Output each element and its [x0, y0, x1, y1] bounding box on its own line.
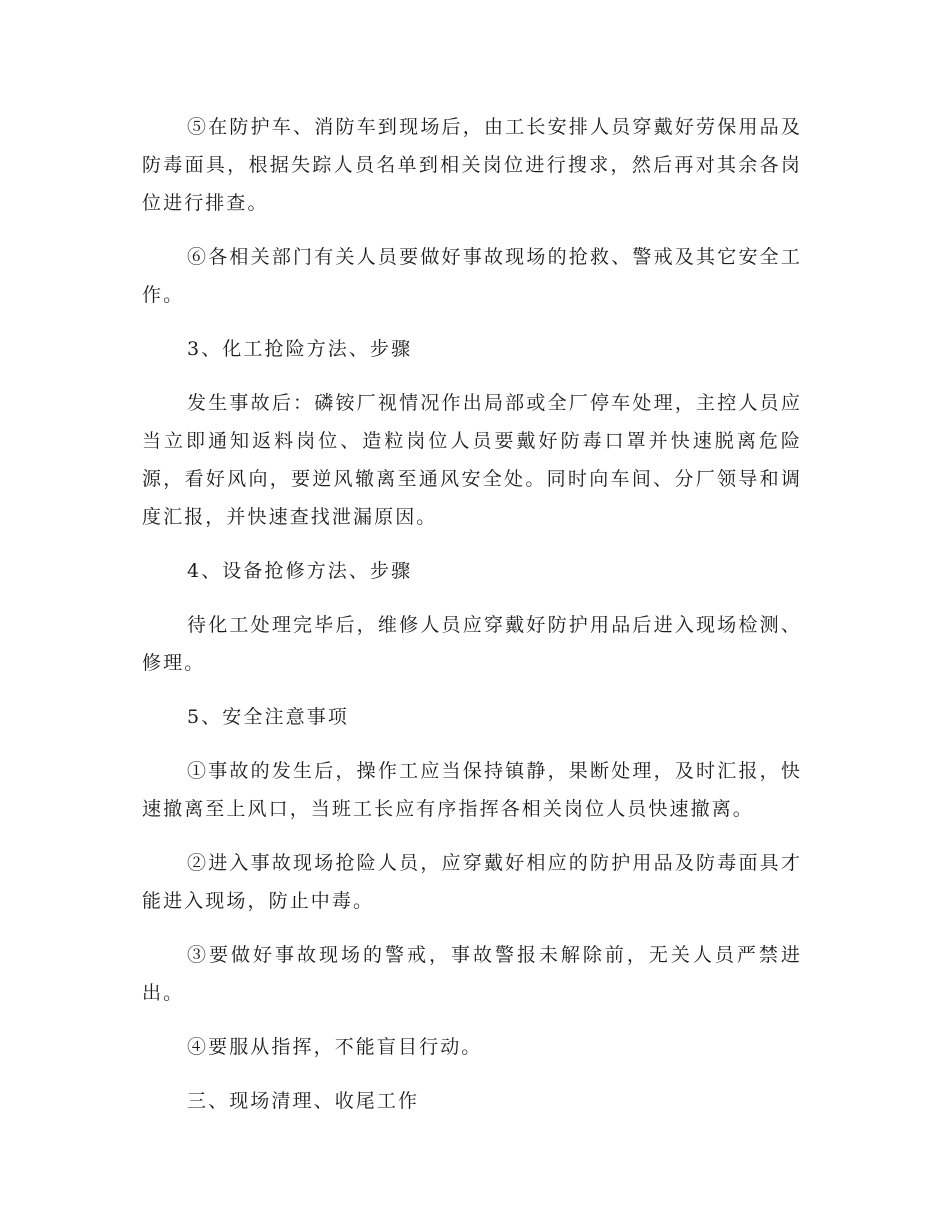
paragraph-safety-note-2: ②进入事故现场抢险人员，应穿戴好相应的防护用品及防毒面具才能进入现场，防止中毒。	[142, 852, 802, 912]
paragraph-repair-steps: 待化工处理完毕后，维修人员应穿戴好防护用品后进入现场检测、修理。	[142, 614, 802, 674]
section-heading-site-cleanup: 三、现场清理、收尾工作	[187, 1090, 420, 1112]
paragraph-item-5-search: ⑤在防护车、消防车到现场后，由工长安排人员穿戴好劳保用品及防毒面具，根据失踪人员名单到相关岗位进行搜求，然后再对其余各岗位进行排查。	[142, 116, 802, 214]
paragraph-item-6-rescue: ⑥各相关部门有关人员要做好事故现场的抢救、警戒及其它安全工作。	[142, 246, 802, 306]
section-heading-safety-notes: 5、安全注意事项	[187, 706, 349, 728]
paragraph-safety-note-3: ③要做好事故现场的警戒，事故警报未解除前，无关人员严禁进出。	[142, 944, 802, 1004]
paragraph-after-accident: 发生事故后：磷铵厂视情况作出局部或全厂停车处理，主控人员应当立即通知返料岗位、造粒岗位人员要戴好防毒口罩并快速脱离危险源，看好风向，要逆风辙离至通风安全处。同时向车间、分厂领导和调度汇报，并快速查找泄漏原因。	[142, 392, 802, 528]
paragraph-safety-note-4: ④要服从指挥，不能盲目行动。	[187, 1036, 483, 1058]
paragraph-safety-note-1: ①事故的发生后，操作工应当保持镇静，果断处理，及时汇报，快速撤离至上风口，当班工长应有序指挥各相关岗位人员快速撤离。	[142, 760, 802, 820]
section-heading-chemical-emergency: 3、化工抢险方法、步骤	[187, 338, 413, 360]
document-body	[142, 108, 802, 1136]
section-heading-equipment-repair: 4、设备抢修方法、步骤	[187, 560, 413, 582]
